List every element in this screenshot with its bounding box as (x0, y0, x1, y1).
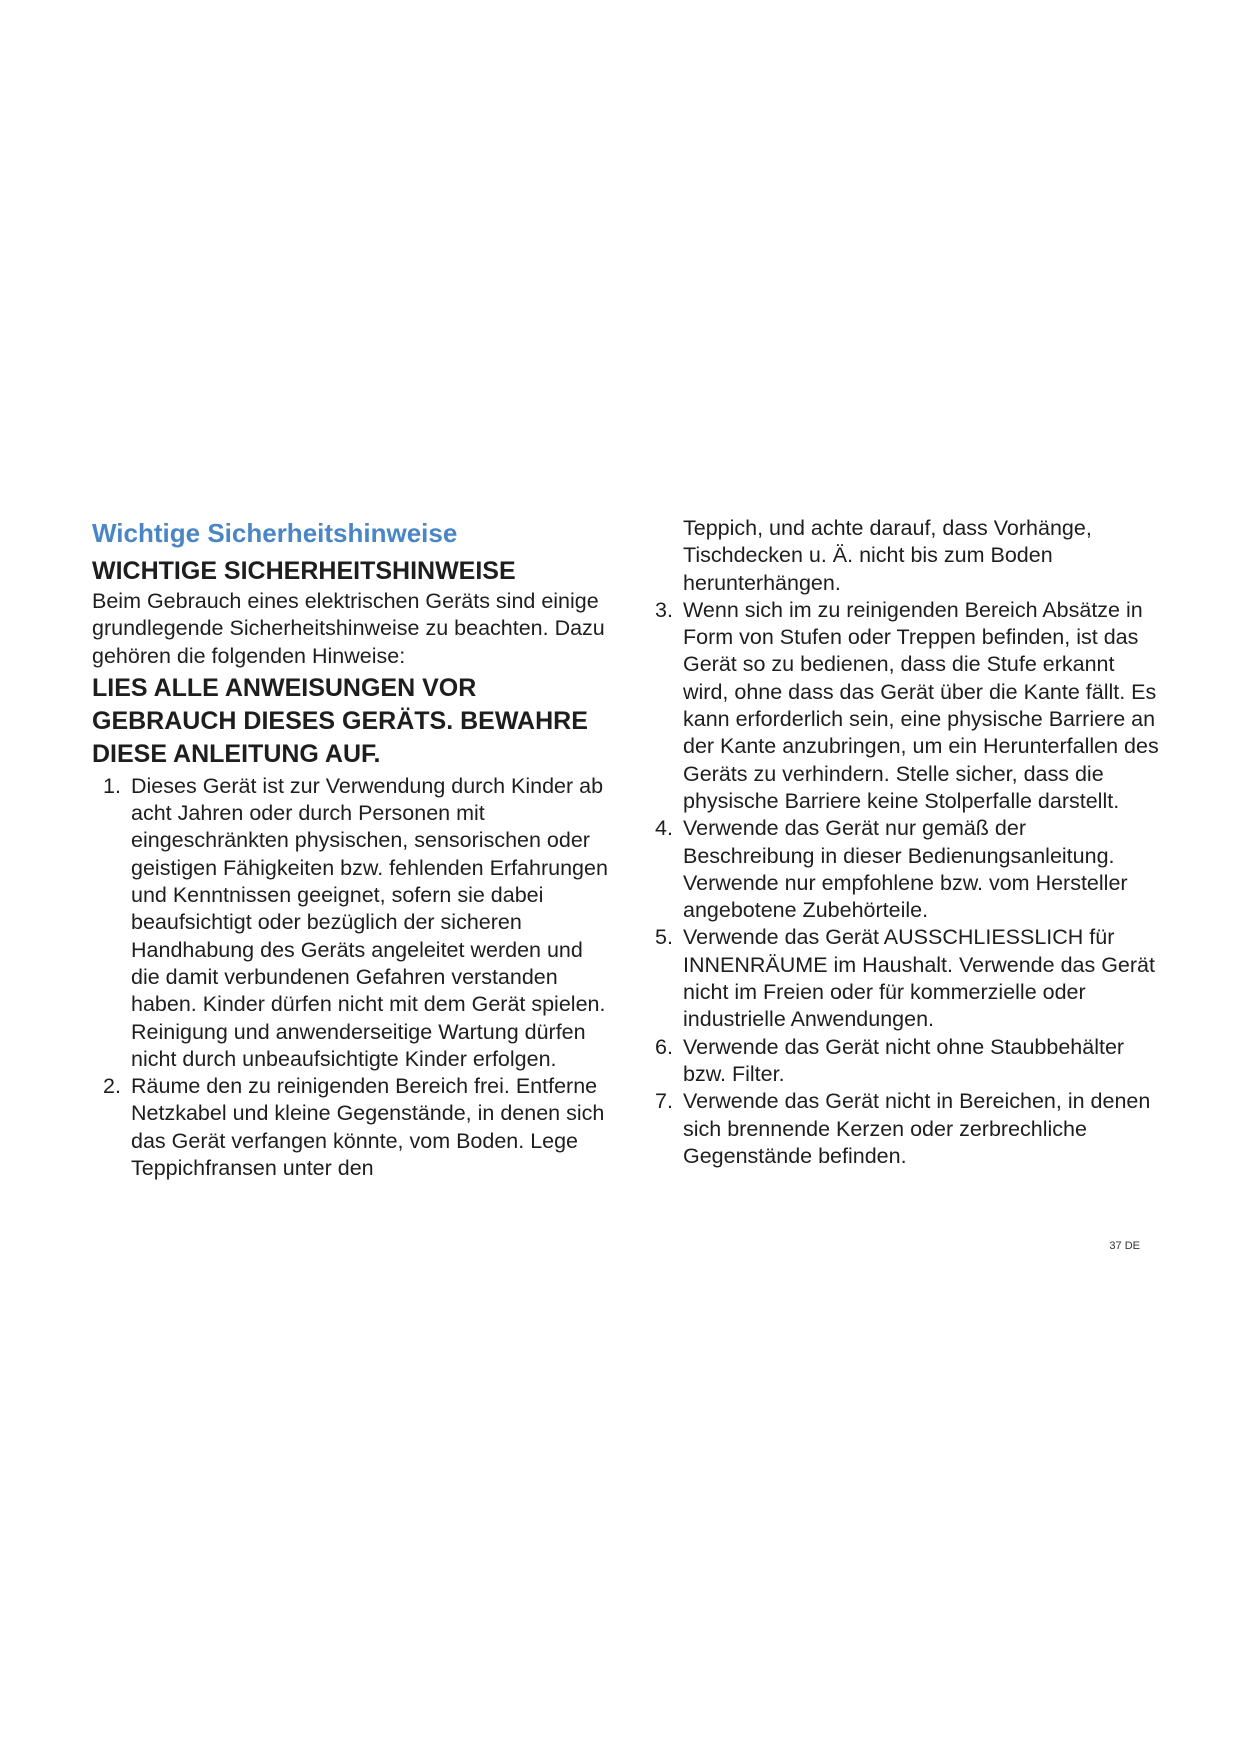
list-item (655, 1088, 1160, 1170)
list-item-number: 5. (655, 925, 673, 950)
list-item (655, 924, 1160, 1033)
list-item (655, 1034, 1160, 1089)
safety-list-right (655, 597, 1160, 1170)
intro-paragraph: Beim Gebrauch eines elektrischen Geräts sind einige grundlegende Sicherheitshinweise zu beachten. Dazu gehören die folgenden Hinweise: (92, 589, 605, 668)
list-item-text: Verwende das Gerät nicht in Bereichen, in denen sich brennende Kerzen oder zerbrechliche Gegenstände befinden. (683, 1089, 1151, 1168)
list-item-text: Wenn sich im zu reinigenden Bereich Absätze in Form von Stufen oder Treppen befinden, ist das Gerät so zu bedienen, dass die Stufe erkannt wird, ohne dass das Gerät über die Kante fällt. Es kann erforderlich sein, eine physische Barriere an der Kante anzubringen, um ein Herunterfallen des Geräts zu verhindern. Stelle sicher, dass die physische Barriere keine Stolperfalle darstellt. (683, 597, 1159, 813)
list-item-number: 2. (103, 1074, 121, 1099)
list-item-number: 3. (655, 597, 673, 622)
list-item-text: Dieses Gerät ist zur Verwendung durch Kinder ab acht Jahren oder durch Personen mit eingeschränkten physischen, sensorischen oder geistigen Fähigkeiten bzw. fehlenden Erfahrungen und Kenntnissen geeignet, sofern sie dabei beaufsichtigt oder bezüglich der sicheren Handhabung des Geräts angeleitet werden und die damit verbundenen Gefahren verstanden haben. Kinder dürfen nicht mit dem Gerät spielen. Reinigung und anwenderseitige Wartung dürfen nicht durch unbeaufsichtigte Kinder erfolgen. (131, 773, 608, 1071)
list-item-text: Verwende das Gerät nur gemäß der Beschreibung in dieser Bedienungsanleitung. Verwende nur empfohlene bzw. vom Hersteller angebotene Zubehörteile. (683, 816, 1128, 923)
right-column (655, 515, 1160, 1170)
main-heading: WICHTIGE SICHERHEITSHINWEISE (92, 557, 516, 585)
list-item (655, 815, 1160, 924)
list-item-number: 7. (655, 1089, 673, 1114)
list-item-text: Räume den zu reinigenden Bereich frei. Entferne Netzkabel und kleine Gegenstände, in denen sich das Gerät verfangen könnte, vom Boden. Lege Teppichfransen unter den (131, 1074, 605, 1181)
list-item (655, 597, 1160, 815)
list-item-number: 4. (655, 816, 673, 841)
list-item (92, 773, 612, 1073)
list-item-text: Verwende das Gerät AUSSCHLIESSLICH für INNENRÄUME im Haushalt. Verwende das Gerät nicht im Freien oder für kommerzielle oder industrielle Anwendungen. (683, 925, 1155, 1032)
list-item-number: 1. (103, 773, 121, 798)
list-item (92, 1073, 612, 1182)
page-number: 37 DE (1109, 1240, 1140, 1252)
safety-list-left (92, 773, 612, 1182)
list-item-text: Verwende das Gerät nicht ohne Staubbehälter bzw. Filter. (683, 1034, 1125, 1086)
list-item-continuation: Teppich, und achte darauf, dass Vorhänge, Tischdecken u. Ä. nicht bis zum Boden herunterhängen. (683, 516, 1092, 595)
instructions-heading: LIES ALLE ANWEISUNGEN VOR GEBRAUCH DIESES GERÄTS. BEWAHRE DIESE ANLEITUNG AUF. (92, 673, 588, 768)
left-column (92, 515, 612, 1182)
list-item-number: 6. (655, 1034, 673, 1059)
section-title: Wichtige Sicherheitshinweise (92, 518, 458, 548)
